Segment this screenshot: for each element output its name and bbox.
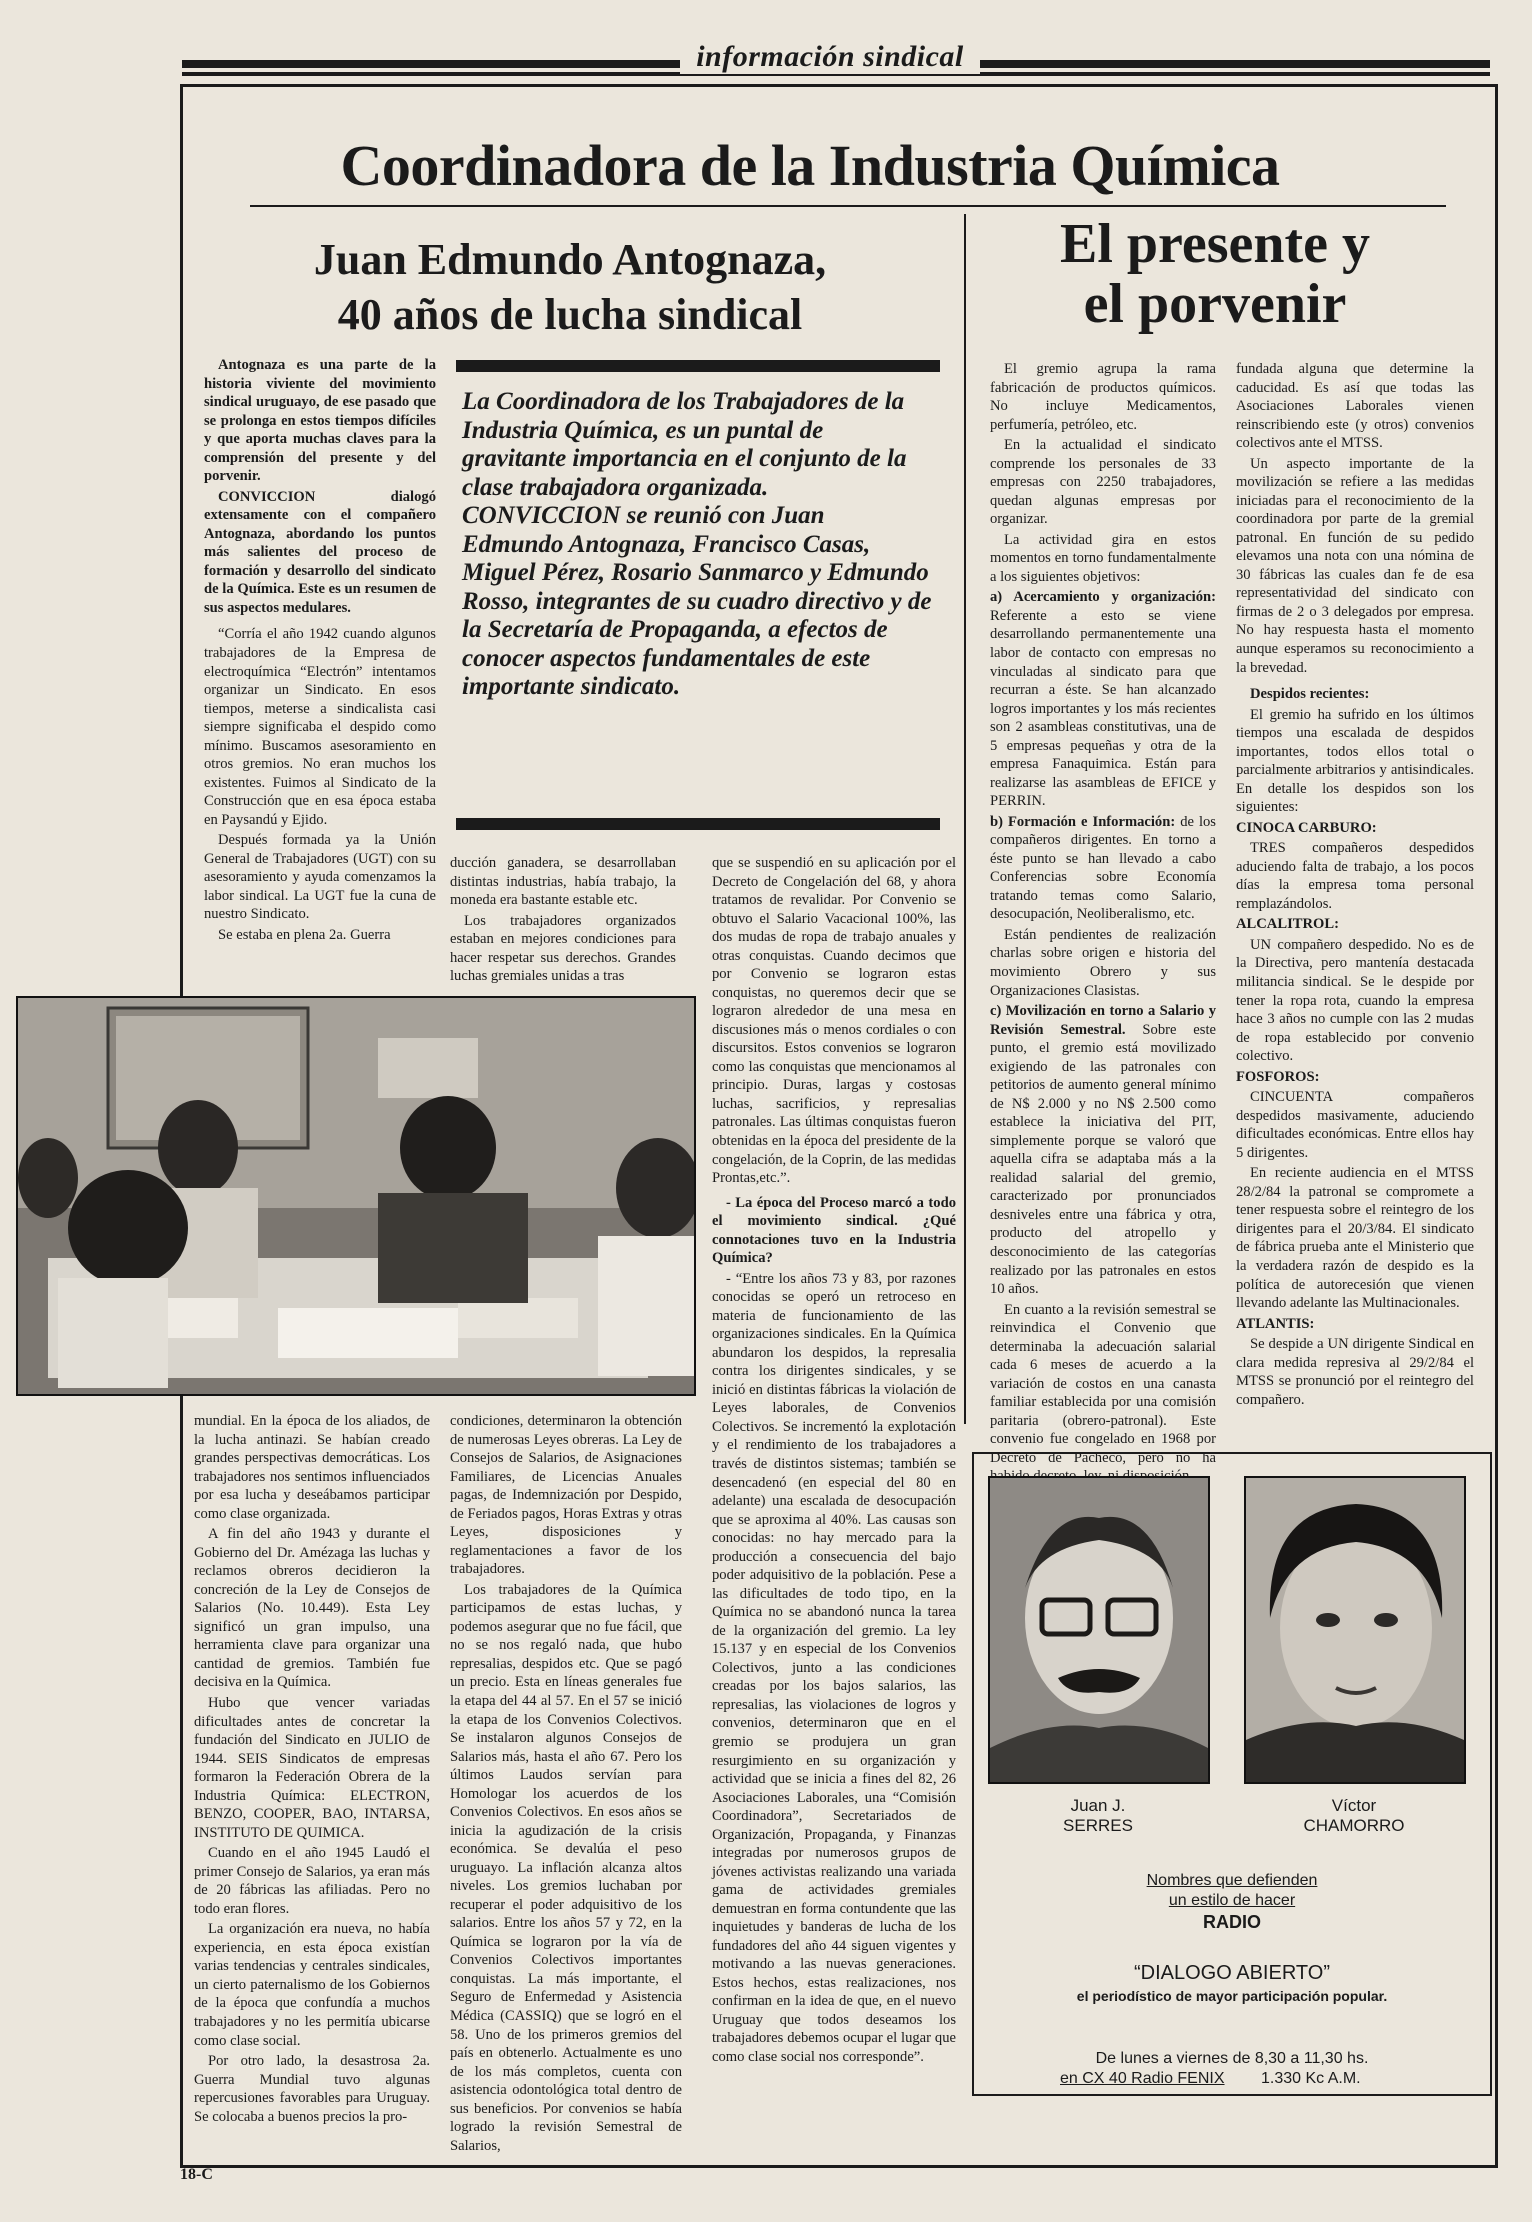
section-label: información sindical bbox=[680, 40, 980, 74]
portrait-serres bbox=[988, 1476, 1210, 1784]
paragraph: que se suspendió en su aplicación por el Decreto de Congelación del 68, y ahora tratamos de revalidar. Por Convenio se obtuvo el Salario Vacacional 100%, las dos mudas de ropa de trabajo anuales y otras conquistas. Cuando decimos que por Convenio se lograron estas conquistas, no queremos decir que se lograron alrededor de una mesa en discusiones más o menos cordiales o con discursitos. Estos convenios se lograron como las conquistas que mencionamos al principio. Duras, largas y costosas luchas, sacrificios, y represalias patronales. Las últimas conquistas fueron obtenidas en la época del presidente de la congelación, de la Coprin, de las medidas Prontas,etc.”. bbox=[712, 855, 956, 1187]
paragraph: Un aspecto importante de la movilización se refiere a las medidas iniciadas para el reconocimiento de la coordinadora por parte de la gremial patronal. En función de su pedido elevamos una nota con una nómina de 30 fábricas las cuales dan fe de esa representatividad del sindicato con firmas de 2 o 3 delegados por empresa. No hay respuesta hasta el momento aunque esperamos su reconocimiento a la brevedad. bbox=[1236, 455, 1474, 676]
paragraph: - “Entre los años 73 y 83, por razones conocidas se operó un retroceso en materia de funcionamiento de las organizaciones sindicales. En la Química abundaron los despidos, la represalia contra los dirigentes sindicales, y se inició en distintas fábricas la violación de Leyes laborales, de Convenios Colectivos. Se incrementó la explotación y el rendimiento de los trabajadores a través de distintos sistemas; también se desencadenó (en especial del 80 en adelante) una escalada de desocupación que se aproxima al 40%. Las causas son conocidas: no hay mercado para la producción a consecuencia del bajo poder adquisitivo de la población. Pese a las dificultades de todo tipo, en la Química no se abandonó nunca la tarea de la organización del gremio. La ley 15.137 y en especial de los Convenios Colectivos, junto a las condiciones creadas por los bajos salarios, las represalias, las violaciones de logros y convenios, determinaron que en el gremio se produjera un gran resurgimiento en su organización y actividad que se inicia a fines del 82, 26 Asociaciones Laborales, una “Comisión Coordinadora”, Secretariados de Organización, Propaganda, y Finanzas integradas por numerosos grupos de jóvenes activistas realizando una variada gama de actividades gremiales demuestran en forma contundente que las inquietudes y banderas de lucha de los fundadores del año 44 siguen vigentes y motivando a las nuevas generaciones. Estos hechos, estas realizaciones, nos confirman en la idea de que, en el nuevo Uruguay que todos deseamos los trabajadores debemos ocupar el lugar que como clase social nos corresponde”. bbox=[712, 1270, 956, 2065]
subhead-company: CINOCA CARBURO: bbox=[1236, 819, 1377, 836]
paragraph: condiciones, determinaron la obtención de numerosas Leyes obreras. La Ley de Consejos de Salarios, de Asignaciones Familiares, de Licencias Anuales pagas, de Indemnización por Despido, de Feriados pagos, Horas Extras y otras Leyes, disposiciones y reglamentaciones a favor de los trabajadores. bbox=[450, 1413, 682, 1578]
portrait-chamorro-image bbox=[1246, 1478, 1464, 1782]
caption-chamorro bbox=[1244, 1796, 1464, 1837]
subtitle-left bbox=[240, 232, 900, 342]
paragraph: Hubo que vencer variadas dificultades antes de concretar la fundación del Sindicato en JULIO de 1944. SEIS Sindicatos de empresas formaron la Federación Obrera de la Industria Química: ELECTRON, BENZO, COOPER, BAO, INTARSA, INSTITUTO DE QUIMICA. bbox=[194, 1694, 430, 1841]
column-divider bbox=[964, 214, 966, 1424]
ad-program-subtitle: el periodístico de mayor participación popular. bbox=[1076, 1988, 1388, 2004]
subhead-company: ALCALITROL: bbox=[1236, 916, 1339, 933]
objective-c-label: c) Movilización en torno a Salario y Revisión Semestral. bbox=[990, 1003, 1216, 1038]
paragraph: A fin del año 1943 y durante el Gobierno del Dr. Amézaga las luchas y reclamos obreros decidieron la concreción de la Ley de Consejos de Salarios (No. 10.449). Esta Ley significó un gran impulso, una herramienta clave para organizar una cantidad de gremios. También fue decisiva en la Química. bbox=[194, 1526, 430, 1691]
ad-tagline-2: un estilo de hacer bbox=[1168, 1892, 1296, 1909]
paragraph: En cuanto a la revisión semestral se reinvindica el Convenio que determinaba la adecuación salarial cada 6 meses de acuerdo a la variación de costos en una canasta familiar establecida por una comisión paritaria (obrero-patronal). Este convenio fue congelado en 1968 por Decreto de Pacheco, pero no ha bbox=[990, 1301, 1216, 1466]
paragraph: “Corría el año 1942 cuando algunos trabajadores de la Empresa de electroquímica “Electrón” intentamos organizar un Sindicato. En esos tiempos, meterse a sindicalista casi siempre significaba el despido como mínimo. Buscamos asesoramiento en otros gremios. No eran muchos los existentes. Fuimos al Sindicato de la Construcción que en esa época estaba en Paysandú y Ejido. bbox=[204, 626, 436, 828]
paragraph: En reciente audiencia en el MTSS 28/2/84 la patronal se compromete a tener respuesta sobre el reintegro de los dirigentes para el 20/3/84. El sindicato de fábrica prueba ante el Ministerio que la verdadera razón de despido es la política de autorecesión que vienen llevando adelante las Multinacionales. bbox=[1236, 1165, 1474, 1312]
subhead-despidos: Despidos recientes: bbox=[1250, 686, 1370, 703]
portrait-serres-image bbox=[990, 1478, 1208, 1782]
subtitle-right bbox=[990, 214, 1440, 335]
paragraph: mundial. En la época de los aliados, de la lucha antinazi. Se habían creado grandes perspectivas democráticas. Los trabajadores nos sentimos influenciados por esa lucha y deseábamos participar como clase organizada. bbox=[194, 1413, 430, 1522]
paragraph: Los trabajadores organizados estaban en mejores condiciones para hacer respetar sus derechos. Grandes luchas gremiales unidas a tras bbox=[450, 912, 676, 985]
subhead-company: FOSFOROS: bbox=[1236, 1068, 1320, 1085]
ad-tagline-3: RADIO bbox=[1203, 1912, 1261, 1932]
subtitle-left-line1: Juan Edmundo Antognaza, bbox=[313, 235, 827, 284]
caption-serres-first: Juan J. bbox=[1070, 1796, 1126, 1815]
portrait-chamorro bbox=[1244, 1476, 1466, 1784]
ad-schedule: De lunes a viernes de 8,30 a 11,30 hs. bbox=[1095, 2050, 1369, 2067]
paragraph: Cuando en el año 1945 Laudó el primer Consejo de Salarios, ya eran más de 20 fábricas las afiliadas. Pero no todo eran flores. bbox=[194, 1845, 430, 1917]
page-number: 18-C bbox=[180, 2166, 213, 2183]
column-5 bbox=[1236, 360, 1474, 1411]
objective-a bbox=[990, 588, 1216, 810]
paragraph: fundada alguna que determine la caducidad. Es así que todas las Asociaciones Laborales vienen reinscribiendo este (y otros) convenios colectivos ante el MTSS. bbox=[1236, 361, 1474, 452]
paragraph: La organización era nueva, no había experiencia, en esta época existían varias tendencias y centrales sindicales, un cierto paternalismo de los Gobiernos de la época que confundía a muchos trabajadores y no les permitía ubicarse como clase social. bbox=[194, 1921, 430, 2049]
column-3 bbox=[712, 854, 956, 2069]
objective-b-text: de los compañeros dirigentes. En torno a éste punto se han llevado a cabo Conferencias sobre Economía tratando temas como Salario, desocupación, Neoliberalismo, etc. bbox=[990, 813, 1216, 923]
lead-bar-top bbox=[456, 360, 940, 372]
objective-b-label: b) Formación e Información: bbox=[990, 813, 1176, 830]
headline-rule bbox=[250, 205, 1446, 207]
meeting-photo-image bbox=[18, 998, 694, 1394]
caption-chamorro-last: CHAMORRO bbox=[1303, 1816, 1405, 1836]
column-1-bottom bbox=[194, 1412, 430, 2128]
subtitle-right-line2: el porvenir bbox=[1083, 273, 1347, 336]
column-4 bbox=[990, 360, 1216, 1488]
paragraph: Después formada ya la Unión General de Trabajadores (UGT) con su asesoramiento y ayuda comenzamos la labor sindical. La UGT fue la cuna de nuestro Sindicato. bbox=[204, 832, 436, 923]
subtitle-left-line2: 40 años de lucha sindical bbox=[337, 290, 803, 339]
paragraph: Están pendientes de realización charlas sobre origen e historia del movimiento Obrero y sus Organizaciones Clasistas. bbox=[990, 926, 1216, 999]
paragraph: UN compañero despedido. No es de la Directiva, pero mantenía destacada militancia sindical. Se le despide por tener la ropa rota, cuando la empresa hace 3 años no cumple con las 2 mudas de ropa establecido por convenio colectivo. bbox=[1236, 936, 1474, 1065]
caption-serres bbox=[988, 1796, 1208, 1837]
paragraph: CINCUENTA compañeros despedidos masivamente, aduciendo dificultades económicas. Entre ellos hay 5 dirigentes. bbox=[1236, 1089, 1474, 1161]
objective-b bbox=[990, 813, 1216, 924]
ad-station-line bbox=[1060, 2070, 1460, 2088]
paragraph: En la actualidad el sindicato comprende los personales de 33 empresas con 2250 trabajadores, quedan algunas empresas por organizar. bbox=[990, 437, 1216, 528]
paragraph: Se despide a UN dirigente Sindical en clara medida represiva al 29/2/84 el MTSS se pronunció por el reintegro del compañero. bbox=[1236, 1336, 1474, 1408]
paragraph: La actividad gira en estos momentos en torno fundamentalmente a los siguientes objetivos: bbox=[990, 531, 1216, 585]
ad-tagline-1: Nombres que defienden bbox=[1146, 1872, 1318, 1889]
paragraph: Se estaba en plena 2a. Guerra bbox=[218, 926, 391, 943]
lead-text: La Coordinadora de los Trabajadores de la Industria Química, es un puntal de gravitante importancia en el conjunto de la clase trabajadora organizada. CONVICCION se reunió con Juan Edmundo Antognaza, Francisco Casas, Miguel Pérez, Rosario Sanmarco y Edmundo Rosso, integrantes de su cuadro directivo y de la Secretaría de Propaganda, a efectos de conocer aspectos fundamentales de este importante sindicato. bbox=[462, 388, 932, 700]
ad-frequency: 1.330 Kc A.M. bbox=[1260, 2070, 1361, 2087]
ad-program-name: “DIALOGO ABIERTO” bbox=[1134, 1962, 1330, 1984]
paragraph: TRES compañeros despedidos aduciendo falta de trabajo, a los pocos días la empresa toma personal remplazándolos. bbox=[1236, 840, 1474, 912]
objective-a-text: Referente a esto se viene desarrollando permanentemente una labor de contacto con empresas no vinculadas al sindicato para que recurran a éste. Se han alcanzado logros importantes y los más recientes son 2 asambleas constitutivas, una de 5 empresas pequeñas y otra de la empresa Fanaquimica. Están para realizarse las asambleas de EFICE y PERRIN. bbox=[990, 607, 1216, 810]
radio-advertisement bbox=[972, 1452, 1492, 2096]
column-2-top bbox=[450, 854, 676, 988]
subtitle-right-line1: El presente y bbox=[1059, 213, 1371, 275]
paragraph: ducción ganadera, se desarrollaban distintas industrias, había trabajo, la moneda era bastante estable etc. bbox=[450, 855, 676, 909]
objective-c-text: Sobre este punto, el gremio está movilizado exigiendo de las patronales con petitorios de aumento general mínimo de N$ 2.000 y no N$ 2.500 como establece la iniciativa del PIT, simplemente porque se valoró que aquella cifra se adaptaba más a la realidad salarial del gremio, caracterizado por pronunciados desniveles entre una fábrica y otra, producto del atropello y desconocimiento de las categorías realizado por las patronales en estos 10 años. bbox=[990, 1021, 1216, 1298]
objective-c bbox=[990, 1002, 1216, 1299]
ad-station: en CX 40 Radio FENIX bbox=[1060, 2070, 1225, 2087]
interview-question: - La época del Proceso marcó a todo el movimiento sindical. ¿Qué connotaciones tuvo en la Industria Química? bbox=[712, 1194, 956, 1267]
paragraph: Por otro lado, la desastrosa 2a. Guerra Mundial tuvo algunas repercusiones favorables para Uruguay. Se colocaba a buenos precios la pro- bbox=[194, 2053, 430, 2125]
meeting-photo bbox=[16, 996, 696, 1396]
paragraph: El gremio ha sufrido en los últimos tiempos una escalada de despidos importantes, todos ellos total o parcialmente arbitrarios y antisindicales. En detalle los despidos son los siguientes: bbox=[1236, 706, 1474, 816]
column-1-top bbox=[204, 356, 436, 946]
objective-a-label: a) Acercamiento y organización: bbox=[990, 589, 1216, 606]
subhead-company: ATLANTIS: bbox=[1236, 1315, 1315, 1332]
lead-bar-bottom bbox=[456, 818, 940, 830]
paragraph: El gremio agrupa la rama fabricación de productos químicos. No incluye Medicamentos, perfumería, petróleo, etc. bbox=[990, 361, 1216, 433]
paragraph: Los trabajadores de la Química participamos de estas luchas, y podemos asegurar que no fue fácil, que no se nos regaló nada, que hubo represalias, despidos etc. Que se pagó un precio. Esta en líneas generales fue la etapa del 44 al 57. En el 57 se inició la etapa de los Convenios Colectivos. Se instalaron algunos Consejos de Salarios más, hasta el año 67. Pero los últimos Laudos servían para Homologar los acuerdos de los Convenios Colectivos. En esos años se inicia la agudización de la crisis económica. Se devalúa el peso uruguayo. La inflación alcanza altos niveles. Los gremios luchaban por recuperar el poder adquisitivo de los salarios. Entre los años 57 y 72, en la Química se lograron por la vía de Convenios Colectivos importantes conquistas. La más importante, el Seguro de Enfermedad y Asistencia Médica (CASSIQ) que se logró en el 58. Uno de los primeros gremios del país en obtenerlo. Actualmente es uno de los más completos, cuenta con asistencia odontológica total dentro de sus beneficios. Por convenios se había logrado la revisión Semestral de Salarios, bbox=[450, 1581, 682, 2154]
intro-paragraph-2: CONVICCION dialogó extensamente con el compañero Antognaza, abordando los puntos más salientes del proceso de formación y desarrollo del sindicato de la Química. Este es un resumen de sus aspectos medulares. bbox=[204, 488, 436, 616]
intro-paragraph-1: Antognaza es una parte de la historia viviente del movimiento sindical uruguayo, de ese pasado que se prolonga en estos tiempos difíciles y que aporta muchas claves para la comprensión del presente y del porvenir. bbox=[204, 357, 436, 485]
headline: Coordinadora de la Industria Química bbox=[340, 133, 1280, 198]
column-2-bottom bbox=[450, 1412, 682, 2157]
caption-chamorro-first: Víctor bbox=[1331, 1796, 1377, 1815]
caption-serres-last: SERRES bbox=[1063, 1816, 1133, 1836]
